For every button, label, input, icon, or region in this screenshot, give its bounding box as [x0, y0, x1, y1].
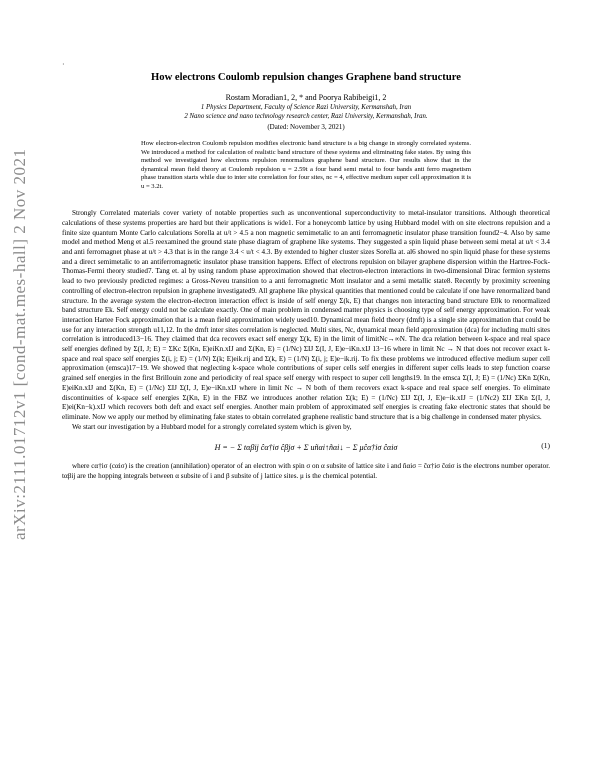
equation-text: H = − Σ tαβij ĉα†iσ ĉβjσ + Σ uñαi↑ñαi↓ − Σ μĉα†iσ ĉαiσ [214, 442, 398, 452]
body-paragraph-model: We start our investigation by a Hubbard model for a strongly correlated system which is given by, [72, 422, 352, 431]
affiliation-2: 2 Nano science and nano technology research center, Razi University, Kermanshah, Iran. [184, 112, 428, 120]
equation-number: (1) [541, 441, 550, 451]
body-paragraph-definitions: where cα†iσ (cαiσ) is the creation (annihilation) operator of an electron with spin σ on α subsite of lattice site i and ñαiσ = ĉα†iσ ĉαiσ is the electrons number operator. tαβij are the hopping integrals between α subsite of i and β subsite of j lattice sites. μ is the chemical potential. [62, 462, 550, 481]
page-mark: · [62, 60, 65, 69]
paper-body [62, 209, 550, 482]
paper-page [62, 72, 550, 482]
paper-authors: Rostam Moradian1, 2, * and Poorya Rabibeigi1, 2 [225, 93, 387, 102]
arxiv-identifier: arXiv:2111.01712v1 [cond-mat.mes-hall] 2 Nov 2021 [10, 148, 29, 540]
body-paragraph-intro: Strongly Correlated materials cover variety of notable properties such as unconventional superconductivity to metal-insulator transitions. Although theoretical calculations of these systems properties are hard but their applications is wide1. For a honeycomb lattice by using Hubbard model with on site electrons repulsion and a finite size quantum Monte Carlo calculations Sorella at u/t > 4.5 a non magnetic semimetalic to an anti ferromagnetic insulator phase transition found2−4. Also by same model and method Meng et al.5 reexamined the ground state phase diagram of graphene like systems. They suggested a spin liquid phase between semi metal at u/t < 3.4 and anti ferromagnet phase at u/t > 4.3 that is in the range 3.4 < u/t < 4.3. By extended to higher cluster sizes Sorella at. al6 showed no spin liquid phase for these systems and a direct semimetalic to an antiferromagnetic insulator phase transition happens. Effect of electrons repulsion on bilayer graphene dispersion within the Hartree-Fock-Thomas-Fermi theory studied7. Tang et. al by using random phase approximation showed that electron-electron interactions in two-dimensional Dirac fermion systems lead to two previously predicted regimes: a Gross-Neveu transition to a anti ferromagnetic Mott insulator and a semi metallic state8. Recently by proximity screening controlling of electron-electron repulsion in graphene investigated9. All graphene like physical quantities that mentioned could be calculate if one have renormalized band structure. In the average system the electron-electron interaction effect is inside of self energy Σ(k, E) that changes non interacting band structure E0k to renormalized band structure Ek. Self energy could not be calculate exactly. One of main problem in condensed matter physics is choosing type of self energy approximation. For weak interaction Hartee Fock approximation that is a mean field approximation widely used10. Dynamical mean field theory (dmft) is a single site approximation that could be use for any interaction strength u11,12. In the dmft inter sites correlation is neglected. Multi sites, Nc, dynamical mean field approximation (dca) for including multi sites correlation is introduced13−16. They claimed that dca recovers exact self energy Σ(k, E) in the limit of limitNc→∞N. The dca relation between k-space and real space self energies defined by Σ(I, J; E) = ΣKc Σ(Kn, E)eiKn.xIJ and Σ(Kn, E) = (1/Nc) ΣIJ Σ(I, J, E)e−iKn.xIJ 13−16 where in limit Nc → N that does not recover exact k-space and real space self energies Σ(i, j; E) = (1/N) Σ(k; E)eik.rij and Σ(k, E) = (1/N) Σ(i, j; E)e−ik.rij. To fix these problems we introduced effective medium super cell approximation (emsca)17−19. We showed that neglecting k-space whole contributions of super cells self energies in different super cells leads to step function coarse grained self energies in the first Brillouin zone and periodicity of real space self energy with respect to super cell lengths19. In the emsca Σ(I, J; E) = (1/Nc) ΣKn Σ(Kn, E)eiKn.xIJ and Σ(Kn, E) = (1/Nc) ΣIJ Σ(I, J, E)e−iKn.xIJ where in limit Nc → N both of them recovers exact k-space and real space self energies. To eliminate discontinuities of k-space self energies Σ(Kn, E) in the FBZ we introduces another relation Σ(k; E) = (1/Nc) ΣIJ Σ(I, J, E)e−ik.xIJ = (1/Nc2) ΣIJ ΣKn Σ(I, J, E)ei(Kn−k).xIJ which recovers both deft and exact self energies. Another main problem of approximated self energies is creating fake electronic states that should be eliminate. Now we apply our method by eliminating fake states to obtain correlated graphene realistic band structure that is a big challenge in condensed mater physics. [62, 209, 550, 421]
abstract: How electron-electron Coulomb repulsion modifies electronic band structure is a big change in strongly correlated systems. We introduced a method for calculation of realistic band structure of these systems and eliminating fake states. By using this method we investigated how electrons repulsion renormalizes graphene band structure. Our results show that in the dynamical mean field theory at Coulomb repulsion u = 2.59t a four band semi metal to four bands anti ferro magnetism phase transition starts while due to inter site correlation for four sites, nc = 4, effective medium super cell approximation it is u = 3.2t. [141, 140, 471, 190]
paper-date: (Dated: November 3, 2021) [267, 123, 345, 132]
affiliation-1: 1 Physics Department, Faculty of Science Razi University, Kermanshah, Iran [200, 104, 412, 111]
paper-title: How electrons Coulomb repulsion changes Graphene band structure [151, 72, 461, 83]
hubbard-equation [62, 432, 550, 462]
